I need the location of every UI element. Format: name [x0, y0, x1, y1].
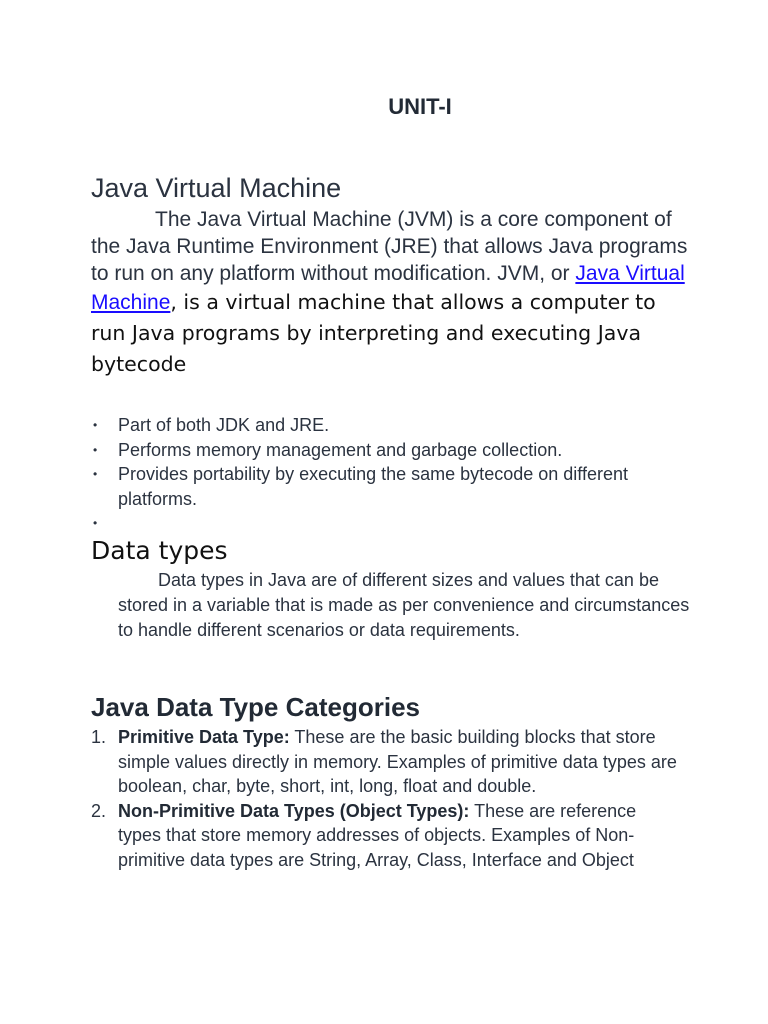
bullet-icon: •: [93, 516, 98, 530]
bullet-icon: •: [93, 467, 98, 481]
category-text: These are the basic building blocks that store simple values directly in memory. Examples of primitive data types are boolean, char, byte, short, int, long, float and double.: [118, 727, 677, 796]
list-item: [91, 413, 661, 438]
list-item: [91, 438, 661, 463]
data-types-paragraph: [118, 568, 693, 643]
data-types-heading: Data types: [91, 536, 228, 565]
jvm-bullet-list: [91, 413, 661, 536]
jvm-paragraph: [91, 206, 691, 380]
categories-heading: Java Data Type Categories: [91, 692, 420, 722]
bullet-icon: •: [93, 442, 98, 457]
jvm-paragraph-text: The Java Virtual Machine (JVM) is a core component of the Java Runtime Environment (JRE) that allows Java programs to run on any platform without modification. JVM, or: [91, 208, 688, 285]
categories-list: [91, 725, 681, 872]
list-item-text: Part of both JDK and JRE.: [118, 415, 330, 435]
list-item: [91, 511, 661, 536]
category-term: Non-Primitive Data Types (Object Types):: [118, 800, 470, 821]
list-number: 2.: [91, 800, 107, 821]
jvm-paragraph-definition: a virtual machine that allows a computer to run Java programs by interpreting and executing Java bytecode: [91, 290, 656, 376]
jvm-link[interactable]: Java Virtual Machine: [91, 262, 685, 314]
list-item-text: Performs memory management and garbage collection.: [118, 439, 563, 460]
list-item: [91, 799, 681, 873]
list-number: 1.: [91, 727, 107, 747]
list-item: [91, 462, 661, 511]
category-text: These are reference types that store memory addresses of objects. Examples of Non-primitive data types are String, Array, Class, Interface and Object: [118, 800, 637, 870]
list-item: [91, 725, 681, 799]
jvm-heading: Java Virtual Machine: [91, 173, 342, 203]
category-term: Primitive Data Type:: [118, 727, 290, 747]
list-item-text: Provides portability by executing the same bytecode on different platforms.: [118, 464, 628, 509]
unit-title: UNIT-I: [388, 94, 452, 119]
jvm-paragraph-is: , is: [170, 290, 207, 314]
bullet-icon: •: [93, 418, 98, 432]
data-types-paragraph-text: Data types in Java are of different sizes and values that can be stored in a variable that is made as per convenience and circumstances to handle different scenarios or data requirements.: [118, 570, 690, 640]
